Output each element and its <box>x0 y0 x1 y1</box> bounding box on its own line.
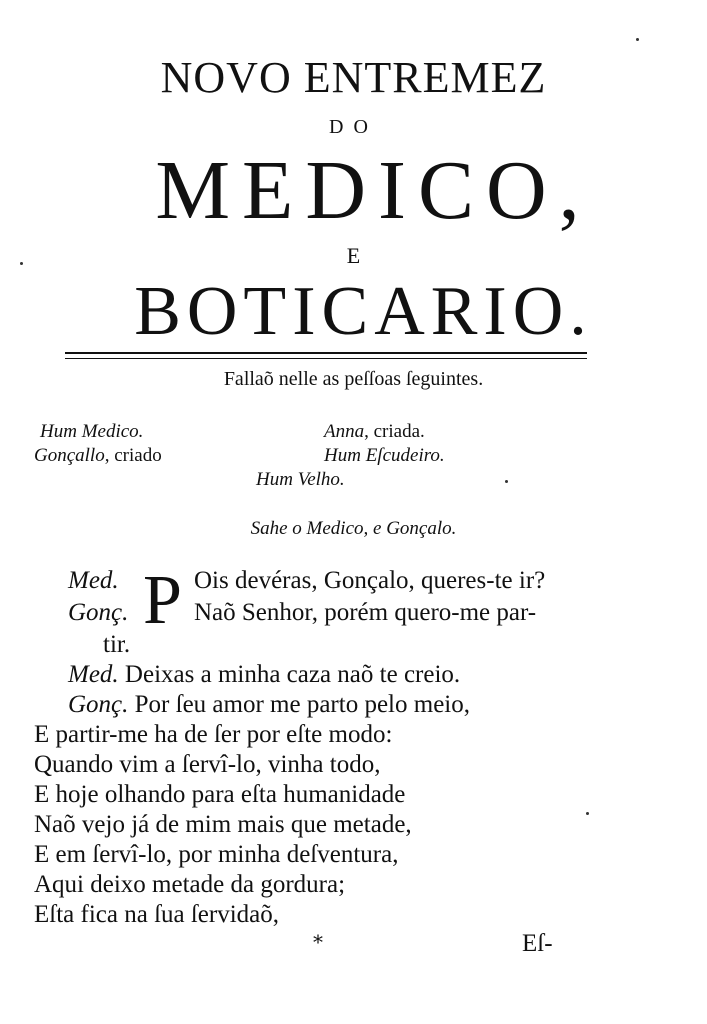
verse-text: Eſta fica na ſua ſervidaõ, <box>34 901 280 928</box>
cast-role: , criado <box>104 445 162 466</box>
cast-name: Hum Medico. <box>40 421 144 442</box>
verse-line <box>68 662 460 687</box>
cast-entry <box>34 445 162 467</box>
title-line-5: BOTICARIO. <box>134 273 593 350</box>
scene-prefix: Sahe o Medico <box>250 518 364 539</box>
verse-line <box>68 568 119 593</box>
speaker-label: Gonç. <box>68 599 129 626</box>
verse-text: tir. <box>103 631 131 658</box>
paper-speck <box>505 480 508 483</box>
double-rule-bottom <box>65 358 587 359</box>
cast-name: Hum Eſcudeiro. <box>324 445 445 466</box>
title-line-2: DO <box>329 116 378 138</box>
drop-capital: P <box>143 562 182 639</box>
cast-role: , criada. <box>364 421 425 442</box>
speaker-label: Gonç. <box>68 691 129 718</box>
verse-text: E partir-me ha de ſer por eſte modo: <box>34 721 393 748</box>
title-line-1: NOVO ENTREMEZ <box>160 53 547 102</box>
signature-mark: * <box>313 930 323 954</box>
verse-text: Naõ vejo já de mim mais que metade, <box>34 811 412 838</box>
verse-text: E hoje olhando para eſta humanidade <box>34 781 406 808</box>
cast-name: Gonçallo <box>34 445 105 466</box>
paper-speck <box>636 38 639 41</box>
catchword: Eſ- <box>522 930 553 957</box>
scene-suffix: , e Gonçalo. <box>363 518 457 539</box>
double-rule-top <box>65 352 587 354</box>
verse-text: Quando vim a ſervî-lo, vinha todo, <box>34 751 381 778</box>
verse-line <box>68 600 128 625</box>
verse-text: E em ſervî-lo, por minha deſventura, <box>34 841 399 868</box>
cast-entry <box>324 445 445 467</box>
speaker-label: Med. <box>68 661 119 688</box>
verse-text: Aqui deixo metade da gordura; <box>34 871 346 898</box>
paper-speck <box>20 262 23 265</box>
verse-line <box>68 692 470 717</box>
title-line-3: MEDICO, <box>155 144 592 237</box>
dramatis-personae-heading: Fallaõ nelle as peſſoas ſeguintes. <box>223 368 484 390</box>
verse-text: Naõ Senhor, porém quero-me par- <box>194 599 537 626</box>
verse-text: Ois devéras, Gonçalo, queres-te ir? <box>194 567 546 594</box>
cast-entry <box>324 421 425 443</box>
cast-name: Hum Velho. <box>256 469 345 490</box>
verse-text: Deixas a minha caza naõ te creio. <box>124 661 461 688</box>
paper-speck <box>586 812 589 815</box>
cast-entry <box>40 421 143 443</box>
title-line-4: E <box>346 243 361 268</box>
scene-direction <box>0 518 707 540</box>
cast-name: Anna <box>324 421 365 442</box>
speaker-label: Med. <box>68 567 119 594</box>
verse-text: Por ſeu amor me parto pelo meio, <box>134 691 470 718</box>
cast-entry <box>256 469 345 491</box>
